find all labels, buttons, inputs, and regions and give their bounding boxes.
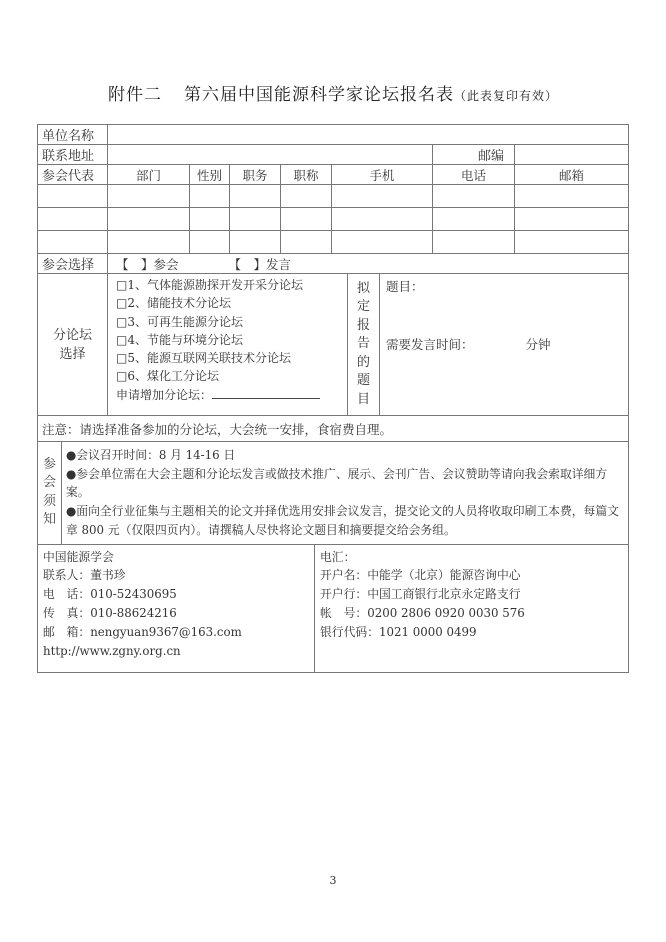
forum-option[interactable]: □5、能源互联网关联技术分论坛 <box>116 351 291 366</box>
guide-items <box>62 442 629 545</box>
col-mobile: 手机 <box>332 165 433 185</box>
unit-name-field[interactable] <box>108 125 629 145</box>
rep-cell[interactable] <box>433 231 515 254</box>
guide-item: ●面向全行业征集与主题相关的论文并择优选用安排会议发言，提交论文的人员将收取印刷工本费，每篇文章 800 元（仅限四页内）。请撰稿人尽快将论文题目和摘要提交给会务组。 <box>66 504 619 537</box>
registration-table <box>37 124 629 274</box>
notice-table <box>37 415 629 545</box>
rep-cell[interactable] <box>515 208 629 231</box>
topic-label: 题目： <box>386 279 424 294</box>
rep-cell[interactable] <box>281 208 332 231</box>
rep-row <box>38 185 629 208</box>
rep-cell[interactable] <box>281 231 332 254</box>
forum-option[interactable]: □1、气体能源勘探开发开采分论坛 <box>116 278 303 292</box>
address-field[interactable] <box>108 145 433 165</box>
rep-cell[interactable] <box>515 185 629 208</box>
title-prefix: 附件二 <box>107 85 162 105</box>
label-char: 告 <box>356 336 370 352</box>
col-phone: 电话 <box>433 165 515 185</box>
label-char: 目 <box>356 391 370 407</box>
bank-info <box>315 544 629 672</box>
rep-cell[interactable] <box>38 185 108 208</box>
minutes-label: 分钟 <box>525 337 551 352</box>
rep-cell[interactable] <box>332 208 433 231</box>
add-forum-field[interactable] <box>212 387 320 399</box>
guide-row <box>38 442 629 545</box>
form-title <box>0 80 666 105</box>
postcode-label: 邮编 <box>433 145 515 165</box>
rep-cell[interactable] <box>38 231 108 254</box>
forum-option[interactable]: □6、煤化工分论坛 <box>116 369 219 384</box>
forum-label-line: 分论坛 <box>52 327 92 343</box>
rep-cell[interactable] <box>108 231 190 254</box>
add-forum-label: 申请增加分论坛： <box>116 387 213 402</box>
contact-person: 联系人：董书珍 <box>43 568 126 583</box>
topic-cell[interactable] <box>380 274 629 416</box>
col-department: 部门 <box>108 165 190 185</box>
rep-cell[interactable] <box>190 185 230 208</box>
rep-cell[interactable] <box>433 185 515 208</box>
rep-cell[interactable] <box>190 208 230 231</box>
forum-option[interactable]: □3、可再生能源分论坛 <box>116 314 243 329</box>
guide-item: ●参会单位需在大会主题和分论坛发言或做技术推广、展示、会刊广告、会议赞助等请向我会索取详细方案。 <box>66 466 608 500</box>
speak-option[interactable]: 【 】发言 <box>228 256 291 272</box>
guide-item: ●会议召开时间：8 月 14-16 日 <box>66 448 236 462</box>
account-number: 帐 号：0200 2806 0920 0030 576 <box>320 605 525 620</box>
label-char: 须 <box>42 493 56 509</box>
contact-phone: 电 话：010-52430695 <box>43 587 177 602</box>
registration-form <box>37 124 628 673</box>
forum-options <box>108 274 348 416</box>
label-char: 的 <box>356 354 370 370</box>
rep-cell[interactable] <box>515 231 629 254</box>
page-number: 3 <box>329 874 337 887</box>
contact-table <box>37 544 629 673</box>
unit-name-row <box>38 125 629 145</box>
rep-label: 参会代表 <box>38 165 108 185</box>
col-title: 职称 <box>281 165 332 185</box>
contact-fax: 传 真：010-88624216 <box>43 605 177 620</box>
attend-option[interactable]: 【 】参会 <box>116 256 179 272</box>
guide-label <box>38 442 62 545</box>
rep-cell[interactable] <box>38 208 108 231</box>
forum-table <box>37 273 629 416</box>
rep-cell[interactable] <box>230 185 281 208</box>
postcode-field[interactable] <box>515 145 629 165</box>
account-name: 开户名：中能学（北京）能源咨询中心 <box>320 568 521 583</box>
participation-label: 参会选择 <box>38 254 108 274</box>
rep-cell[interactable] <box>332 185 433 208</box>
label-char: 参 <box>42 456 56 472</box>
rep-cell[interactable] <box>230 231 281 254</box>
contact-row <box>38 544 629 672</box>
forum-option[interactable]: □2、储能技术分论坛 <box>116 296 231 311</box>
participation-row <box>38 254 629 274</box>
org-name: 中国能源学会 <box>43 549 114 564</box>
address-label: 联系地址 <box>38 145 108 165</box>
contact-email[interactable]: 邮 箱：nengyuan9367@163.com <box>43 624 242 639</box>
rep-cell[interactable] <box>332 231 433 254</box>
speak-time-label: 需要发言时间： <box>386 337 474 352</box>
rep-cell[interactable] <box>230 208 281 231</box>
organizer-contact <box>38 544 315 672</box>
forum-row <box>38 274 629 416</box>
rep-header-row <box>38 165 629 185</box>
unit-name-label: 单位名称 <box>38 125 108 145</box>
label-char: 拟 <box>356 280 370 296</box>
label-char: 会 <box>42 475 56 491</box>
title-main: 第六届中国能源科学家论坛报名表 <box>183 85 454 105</box>
notice-row <box>38 416 629 442</box>
rep-cell[interactable] <box>108 208 190 231</box>
label-char: 定 <box>356 299 370 315</box>
address-row <box>38 145 629 165</box>
title-note: （此表复印有效） <box>453 89 558 103</box>
label-char: 题 <box>356 373 370 389</box>
rep-row <box>38 231 629 254</box>
rep-cell[interactable] <box>108 185 190 208</box>
website-link[interactable]: http://www.zgny.org.cn <box>43 643 181 658</box>
label-char: 报 <box>356 317 370 333</box>
rep-cell[interactable] <box>281 185 332 208</box>
bank-code: 银行代码：1021 0000 0499 <box>320 624 477 639</box>
forum-label-line: 选择 <box>59 346 86 362</box>
bank-name: 开户行：中国工商银行北京永定路支行 <box>320 587 521 602</box>
bank-heading: 电汇： <box>320 549 356 564</box>
rep-cell[interactable] <box>433 208 515 231</box>
col-email: 邮箱 <box>515 165 629 185</box>
col-gender: 性别 <box>190 165 230 185</box>
col-position: 职务 <box>230 165 281 185</box>
forum-label <box>38 274 108 416</box>
notice-text: 注意：请选择准备参加的分论坛，大会统一安排，食宿费自理。 <box>38 416 629 442</box>
label-char: 知 <box>42 512 56 528</box>
rep-cell[interactable] <box>190 231 230 254</box>
forum-option[interactable]: □4、节能与环境分论坛 <box>116 332 243 347</box>
rep-row <box>38 208 629 231</box>
proposed-topic-label <box>348 274 380 416</box>
